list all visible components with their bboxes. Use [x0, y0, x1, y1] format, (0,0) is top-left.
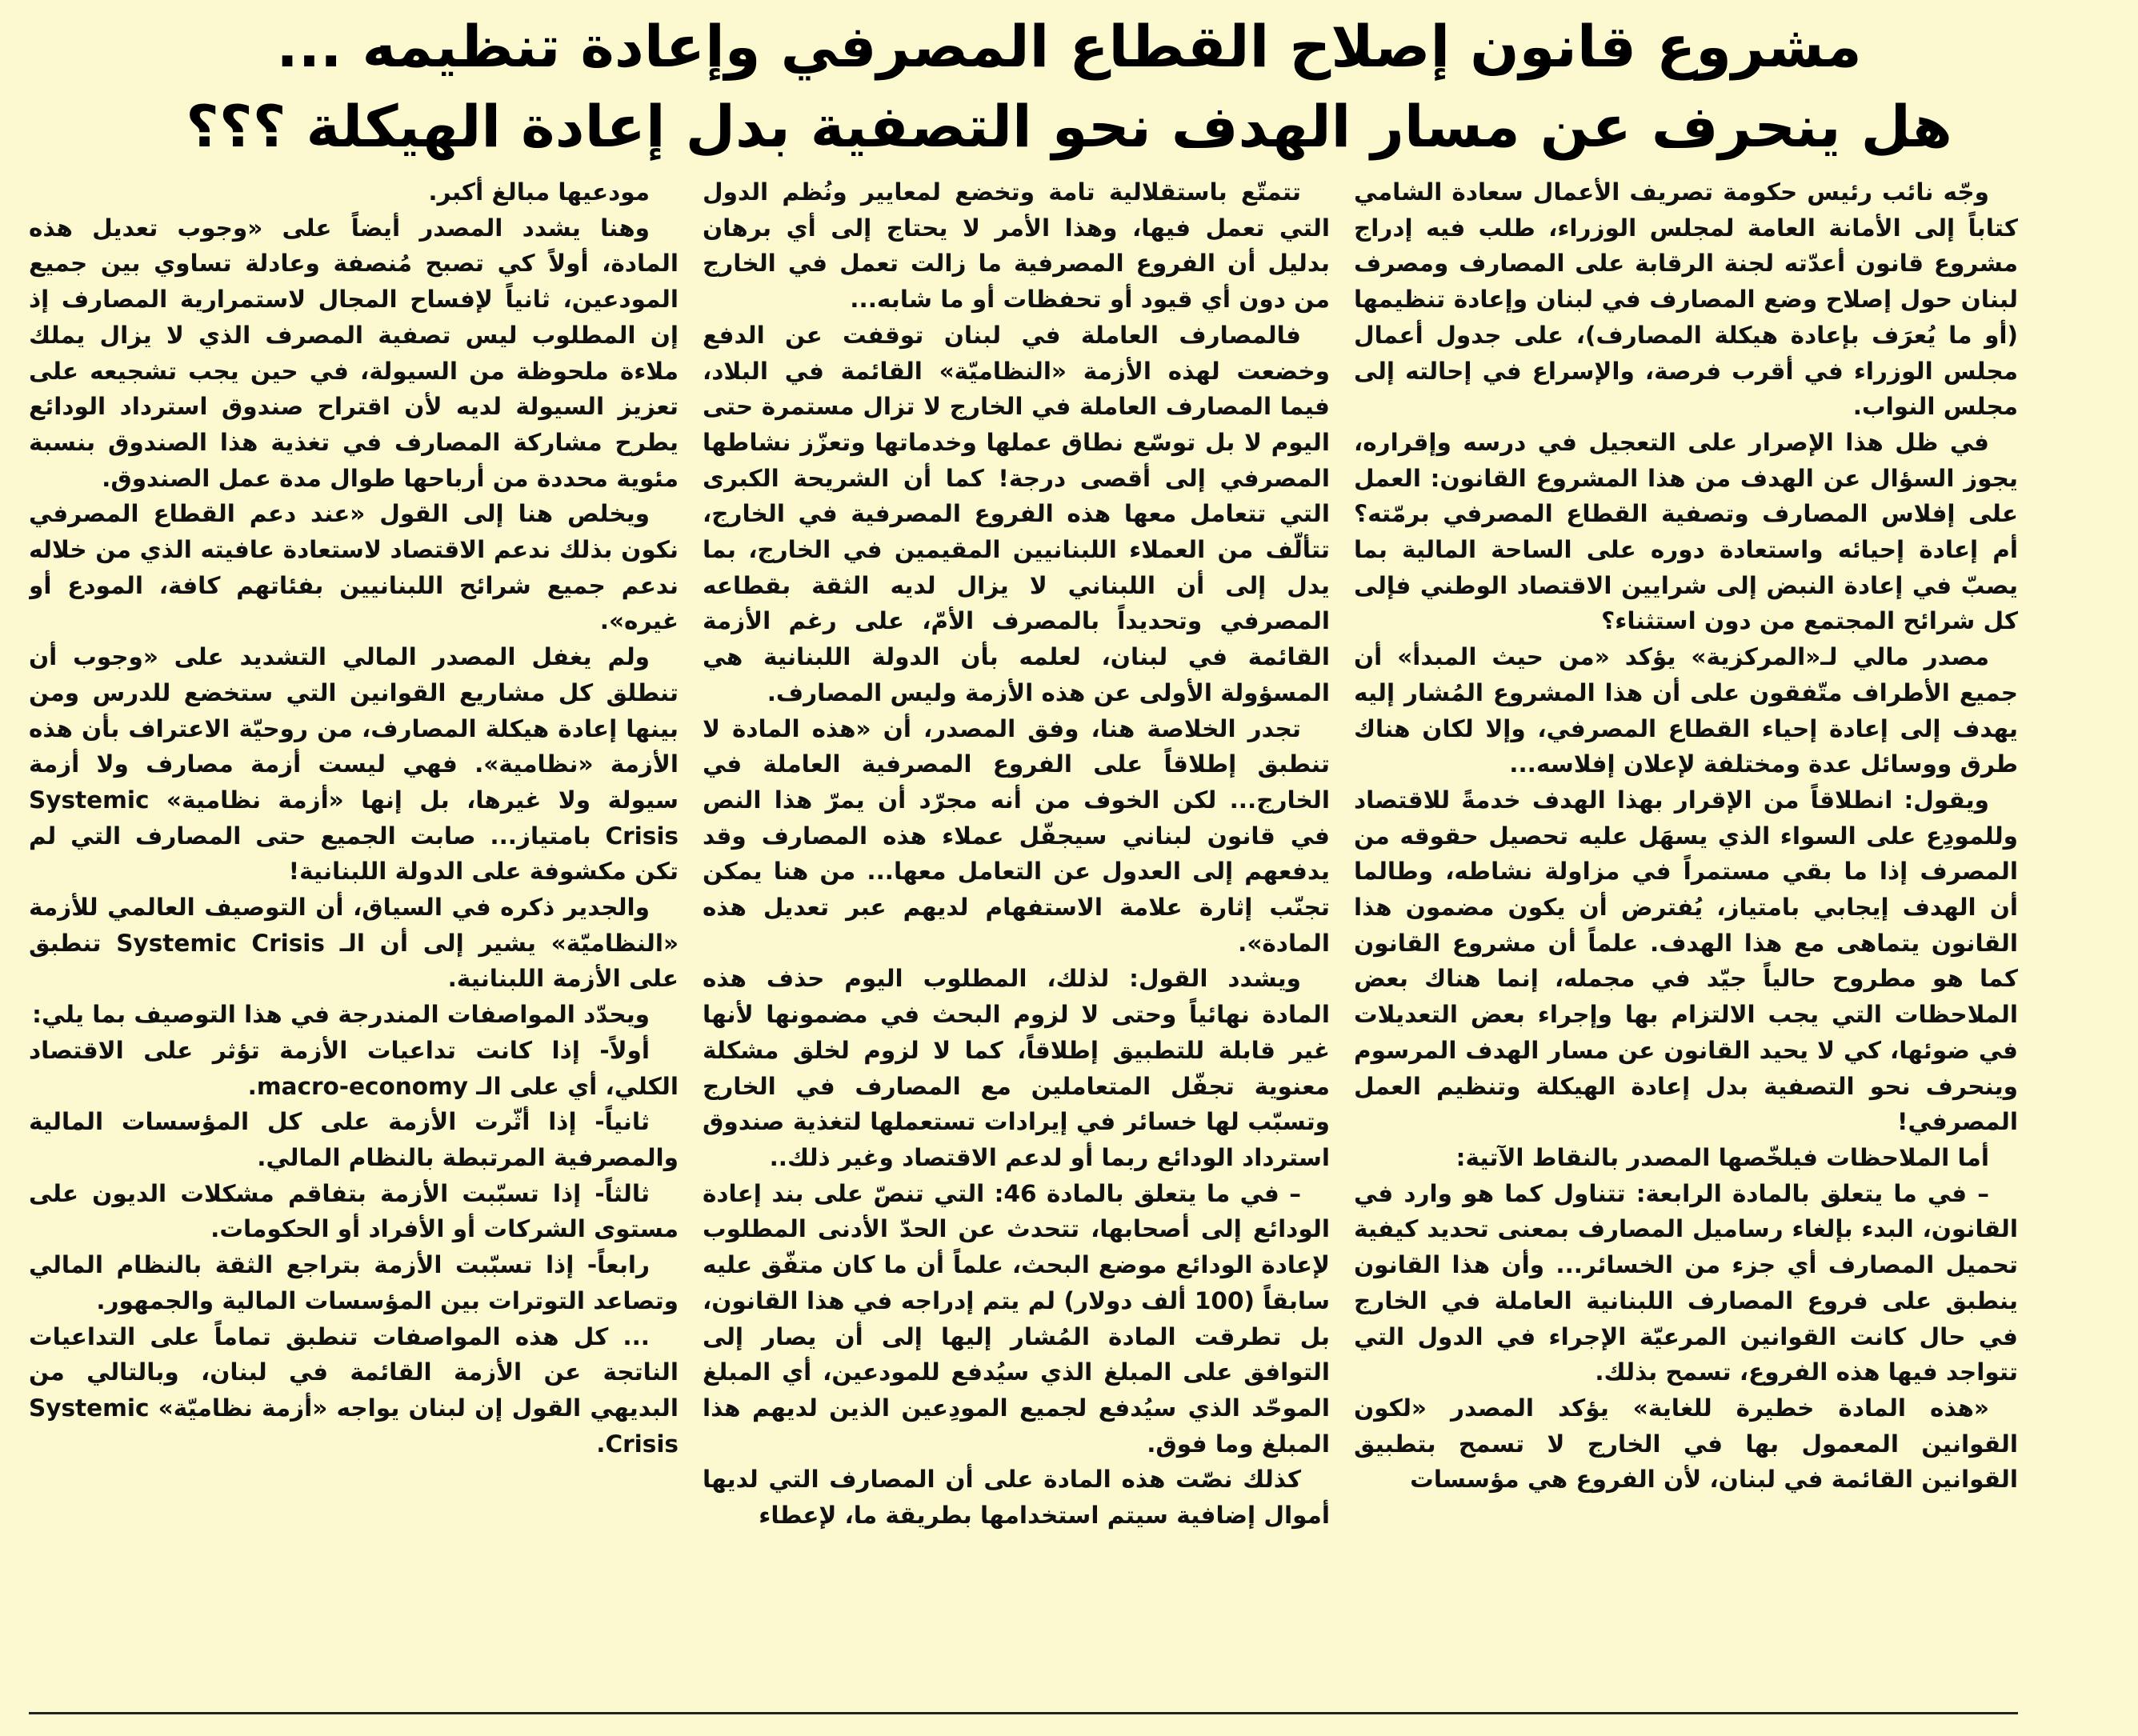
- paragraph: ويقول: انطلاقاً من الإقرار بهذا الهدف خدمةً للاقتصاد وللمودِع على السواء الذي يسهَل عليه تحصيل حقوقه من المصرف إذا ما بقي مستمراً في مزاولة نشاطه، وطالما أن الهدف إيجابي بامتياز، يُفترض أن يكون مضمون هذا القانون يتماهى مع هذا الهدف. علماً أن مشروع القانون كما هو مطروح حالياً جيّد في مجمله، إنما هناك بعض الملاحظات التي يجب الالتزام بها وإجراء بعض التعديلات في ضوئها، كي لا يحيد القانون عن مسار الهدف المرسوم وينحرف نحو التصفية بدل إعادة الهيكلة وتنظيم العمل المصرفي!: [1354, 786, 2018, 1136]
- article-column-1: [1330, 174, 2018, 1702]
- paragraph: مودعيها مبالغ أكبر.: [428, 178, 650, 206]
- paragraph: تجدر الخلاصة هنا، وفق المصدر، أن «هذه المادة لا تنطبق إطلاقاً على الفروع المصرفية العاملة في الخارج... لكن الخوف من أنه مجرّد أن يمرّ هذا النص في قانون لبناني سيجفّل عملاء هذه المصارف وقد يدفعهم إلى العدول عن التعامل معها... من هنا يمكن تجنّب إثارة علامة الاستفهام لديهم عبر تعديل هذه المادة».: [703, 714, 1330, 957]
- headline-line-2: هل ينحرف عن مسار الهدف نحو التصفية بدل إعادة الهيكلة ؟؟؟: [186, 93, 1952, 160]
- paragraph: ثالثاً- إذا تسبّبت الأزمة بتفاقم مشكلات الديون على مستوى الشركات أو الأفراد أو الحكومات.: [29, 1179, 679, 1243]
- paragraph: في ظل هذا الإصرار على التعجيل في درسه وإقراره، يجوز السؤال عن الهدف من هذا المشروع القانون: العمل على إفلاس المصارف وتصفية القطاع المصرفي برمّته؟ أم إعادة إحيائه واستعادة دوره على الساحة المالية بما يصبّ في إعادة النبض إلى شرايين الاقتصاد الوطني فإلى كل شرائح المجتمع من دون استثناء؟: [1354, 428, 2018, 635]
- paragraph: – في ما يتعلق بالمادة 46: التي تنصّ على بند إعادة الودائع إلى أصحابها، تتحدث عن الحدّ الأدنى المطلوب لإعادة الودائع موضع البحث، علماً أن ما كان متفّق عليه سابقاً (100 ألف دولار) لم يتم إدراجه في هذا القانون، بل تطرقت المادة المُشار إليها إلى أن يصار إلى التوافق على المبلغ الذي سيُدفع للمودعين، أي المبلغ الموحّد الذي سيُدفع لجميع المودِعين الذين لديهم هذا المبلغ وما فوق.: [703, 1179, 1330, 1458]
- paragraph: وجّه نائب رئيس حكومة تصريف الأعمال سعادة الشامي كتاباً إلى الأمانة العامة لمجلس الوزراء، طلب فيه إدراج مشروع قانون أعدّته لجنة الرقابة على المصارف ومصرف لبنان حول إصلاح وضع المصارف في لبنان وإعادة تنظيمها (أو ما يُعرَف بإعادة هيكلة المصارف)، على جدول أعمال مجلس الوزراء في أقرب فرصة، والإسراع في إحالته إلى مجلس النواب.: [1354, 178, 2018, 421]
- paragraph: والجدير ذكره في السياق، أن التوصيف العالمي للأزمة «النظاميّة» يشير إلى أن الـ Systemic Crisis تنطبق على الأزمة اللبنانية.: [29, 894, 679, 993]
- paragraph: مصدر مالي لـ«المركزية» يؤكد «من حيث المبدأ» أن جميع الأطراف متّفقون على أن هذا المشروع المُشار إليه يهدف إلى إعادة إحياء القطاع المصرفي، وإلا لكان هناك طرق ووسائل عدة ومختلفة لإعلان إفلاسه...: [1354, 643, 2018, 778]
- paragraph: وهنا يشدد المصدر أيضاً على «وجوب تعديل هذه المادة، أولاً كي تصبح مُنصفة وعادلة تساوي بين جميع المودعين، ثانياً لإفساح المجال لاستمرارية المصارف إذ إن المطلوب ليس تصفية المصرف الذي لا يزال يملك ملاءة ملحوظة من السيولة، في حين يجب تشجيعه على تعزيز السيولة لديه لأن اقتراح صندوق استرداد الودائع يطرح مشاركة المصارف في تغذية هذا الصندوق بنسبة مئوية محددة من أرباحها طوال مدة عمل الصندوق.: [29, 214, 679, 492]
- paragraph: – في ما يتعلق بالمادة الرابعة: تتناول كما هو وارد في القانون، البدء بإلغاء رساميل المصارف بمعنى تحديد كيفية تحميل المصارف أي جزء من الخسائر... وأن هذا القانون ينطبق على فروع المصارف اللبنانية العاملة في الخارج في حال كانت القوانين المرعيّة الإجراء في الدول التي تتواجد فيها هذه الفروع، تسمح بذلك.: [1354, 1179, 2018, 1386]
- paragraph: «هذه المادة خطيرة للغاية» يؤكد المصدر «لكون القوانين المعمول بها في الخارج لا تسمح بتطبيق القوانين القائمة في لبنان، لأن الفروع هي مؤسسات: [1354, 1394, 2018, 1494]
- paragraph: أما الملاحظات فيلخّصها المصدر بالنقاط الآتية:: [1455, 1143, 1989, 1171]
- paragraph: رابعاً- إذا تسبّبت الأزمة بتراجع الثقة بالنظام المالي وتصاعد التوترات بين المؤسسات المالية والجمهور.: [29, 1251, 679, 1314]
- paragraph: ويشدد القول: لذلك، المطلوب اليوم حذف هذه المادة نهائياً وحتى لا لزوم البحث في مضمونها لأنها غير قابلة للتطبيق إطلاقاً، كما لا لزوم لخلق مشكلة معنوية تجفّل المتعاملين مع المصارف في الخارج وتسبّب لها خسائر في إيرادات تستعملها لتغذية صندوق استرداد الودائع ربما أو لدعم الاقتصاد وغير ذلك..: [703, 965, 1330, 1171]
- paragraph: ولم يغفل المصدر المالي التشديد على «وجوب أن تنطلق كل مشاريع القوانين التي ستخضع للدرس ومن بينها إعادة هيكلة المصارف، من روحيّة الاعتراف بأن هذه الأزمة «نظامية». فهي ليست أزمة مصارف ولا أزمة سيولة ولا غيرها، بل إنها «أزمة نظامية» Systemic Crisis بامتياز... صابت الجميع حتى المصارف التي لم تكن مكشوفة على الدولة اللبنانية!: [29, 643, 679, 886]
- paragraph: ثانياً- إذا أثّرت الأزمة على كل المؤسسات المالية والمصرفية المرتبطة بالنظام المالي.: [29, 1108, 679, 1171]
- paragraph: ويخلص هنا إلى القول «عند دعم القطاع المصرفي نكون بذلك ندعم الاقتصاد لاستعادة عافيته الذي من خلاله ندعم جميع شرائح اللبنانيين بفئاتهم كافة، المودع أو غيره».: [29, 500, 679, 635]
- article-column-3: [29, 174, 679, 1702]
- paragraph: أولاً- إذا كانت تداعيات الأزمة تؤثر على الاقتصاد الكلي، أي على الـ macro-economy.: [29, 1036, 679, 1100]
- article-column-2: [679, 174, 1330, 1702]
- headline: [128, 6, 2010, 166]
- article-body: [29, 174, 2018, 1702]
- paragraph: كذلك نصّت هذه المادة على أن المصارف التي لديها أموال إضافية سيتم استخدامها بطريقة ما، لإعطاء: [703, 1466, 1330, 1530]
- paragraph: ... كل هذه المواصفات تنطبق تماماً على التداعيات الناتجة عن الأزمة القائمة في لبنان، وبالتالي من البديهي القول إن لبنان يواجه «أزمة نظاميّة» Systemic Crisis.: [29, 1322, 679, 1458]
- paragraph: تتمتّع باستقلالية تامة وتخضع لمعايير ونُظم الدول التي تعمل فيها، وهذا الأمر لا يحتاج إلى أي برهان بدليل أن الفروع المصرفية ما زالت تعمل في الخارج من دون أي قيود أو تحفظات أو ما شابه...: [703, 178, 1330, 314]
- headline-line-1: مشروع قانون إصلاح القطاع المصرفي وإعادة تنظيمه ...: [276, 13, 1862, 80]
- paragraph: فالمصارف العاملة في لبنان توقفت عن الدفع وخضعت لهذه الأزمة «النظاميّة» القائمة في البلاد، فيما المصارف العاملة في الخارج لا تزال مستمرة حتى اليوم لا بل توسّع نطاق عملها وخدماتها وتعزّز نشاطها المصرفي إلى أقصى درجة! كما أن الشريحة الكبرى التي تتعامل معها هذه الفروع المصرفية في الخارج، تتألّف من العملاء اللبنانيين المقيمين في الخارج، بما يدل إلى أن اللبناني لا يزال لديه الثقة بقطاعه المصرفي وتحديداً بالمصرف الأمّ، على رغم الأزمة القائمة في لبنان، لعلمه بأن الدولة اللبنانية هي المسؤولة الأولى عن هذه الأزمة وليس المصارف.: [703, 321, 1330, 706]
- bottom-rule: [29, 1712, 2018, 1714]
- paragraph: ويحدّد المواصفات المندرجة في هذا التوصيف بما يلي:: [32, 1001, 650, 1029]
